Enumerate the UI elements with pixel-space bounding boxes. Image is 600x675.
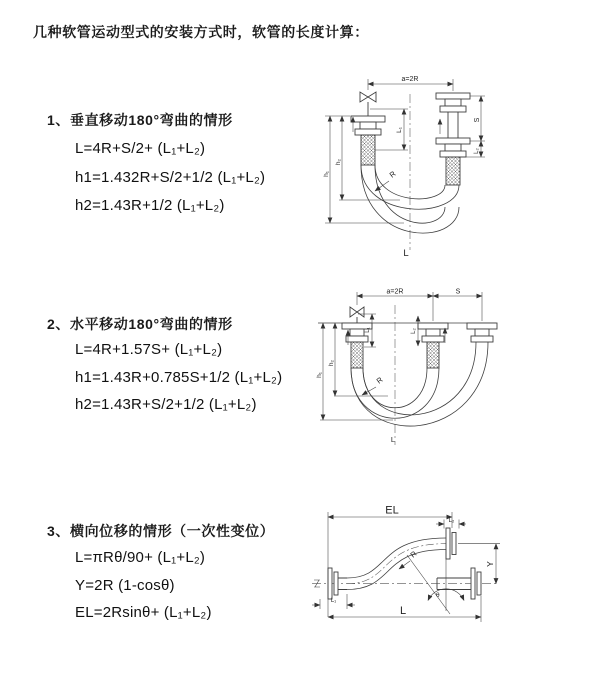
section-2-heading: 2、水平移动180°弯曲的情形 — [47, 316, 233, 332]
right-flange-original — [471, 568, 481, 599]
page-title: 几种软管运动型式的安装方式时，软管的长度计算： — [33, 24, 369, 40]
section-3-formula-Y: Y=2R (1-cosθ) — [75, 577, 175, 594]
dim-label-s: S — [455, 288, 461, 296]
dim-label-y: Y — [485, 561, 495, 567]
section-1-formula-h1: h1=1.432R+S/2+1/2 (L₁+L₂) — [75, 169, 266, 186]
hose-curves — [351, 342, 488, 426]
right-flange-displaced — [467, 323, 497, 342]
hose-curves — [347, 538, 446, 590]
valve-icon — [360, 92, 376, 102]
section-1-formula-h2: h2=1.43R+1/2 (L₁+L₂) — [75, 197, 225, 214]
diagram-horizontal-180-bend — [308, 283, 598, 473]
right-flange-upper — [436, 93, 470, 112]
dim-label-l2: L₂ — [474, 148, 480, 154]
dim-label-h-outer: h₁ — [316, 372, 323, 378]
dim-label-h-inner: h₂ — [335, 158, 342, 166]
dim-label-l: L — [399, 605, 407, 617]
section-2-formula-h2: h2=1.43R+S/2+1/2 (L₁+L₂) — [75, 396, 257, 413]
section-3-formula-L: L=πRθ/90+ (L₁+L₂) — [75, 549, 206, 566]
angle-reference-tilted — [407, 555, 450, 614]
dimension-lines — [320, 292, 482, 420]
dim-label-l1: L₁ — [365, 327, 371, 333]
dim-label-r: R — [374, 375, 385, 386]
dim-label-h-outer: h₁ — [323, 171, 330, 177]
dim-label-l: L — [403, 248, 409, 259]
section-2-formula-L: L=4R+1.57S+ (L₁+L₂) — [75, 341, 223, 358]
section-2-formula-h1: h1=1.43R+0.785S+1/2 (L₁+L₂) — [75, 369, 283, 386]
dim-label-h-inner: h₂ — [328, 359, 335, 367]
radius-pointer — [399, 561, 410, 569]
dim-label-l: L — [390, 435, 396, 444]
dim-label-a2r: a=2R — [386, 288, 404, 296]
braid-section-left — [361, 135, 375, 165]
diagram-vertical-180-bend — [312, 70, 597, 268]
dimension-labels — [331, 505, 495, 618]
top-right-flange — [446, 528, 456, 559]
valve-icon — [350, 307, 364, 317]
dim-label-el: EL — [385, 504, 399, 517]
middle-flange — [418, 323, 448, 342]
dim-label-a2r: a=2R — [401, 76, 419, 83]
section-1-heading: 1、垂直移动180°弯曲的情形 — [47, 112, 233, 128]
hose-assembly — [328, 528, 481, 599]
dim-label-l1: L₁ — [396, 127, 403, 133]
right-flange-lower — [436, 138, 470, 157]
dim-label-r: R — [387, 169, 398, 180]
dim-label-l2: L₂ — [411, 328, 417, 334]
radius-pointer — [362, 387, 376, 395]
section-3-formula-EL: EL=2Rsinθ+ (L₁+L₂) — [75, 604, 212, 621]
hose-assembly — [351, 92, 470, 233]
dim-label-r: R — [408, 549, 419, 560]
section-1-formula-L: L=4R+S/2+ (L₁+L₂) — [75, 140, 206, 157]
dim-label-s: S — [474, 117, 481, 123]
dim-label-theta: θ — [436, 592, 440, 599]
braid-section-left — [351, 342, 363, 368]
dim-label-l2: L₂ — [448, 518, 455, 524]
section-3-heading: 3、横向位移的情形（一次性变位） — [47, 523, 275, 539]
dim-label-l1: L₁ — [330, 598, 337, 604]
diagram-lateral-displacement — [300, 498, 600, 663]
left-flange — [351, 116, 385, 135]
braid-section-middle — [427, 342, 439, 368]
braid-section-right — [446, 157, 460, 185]
hose-assembly — [318, 307, 497, 426]
